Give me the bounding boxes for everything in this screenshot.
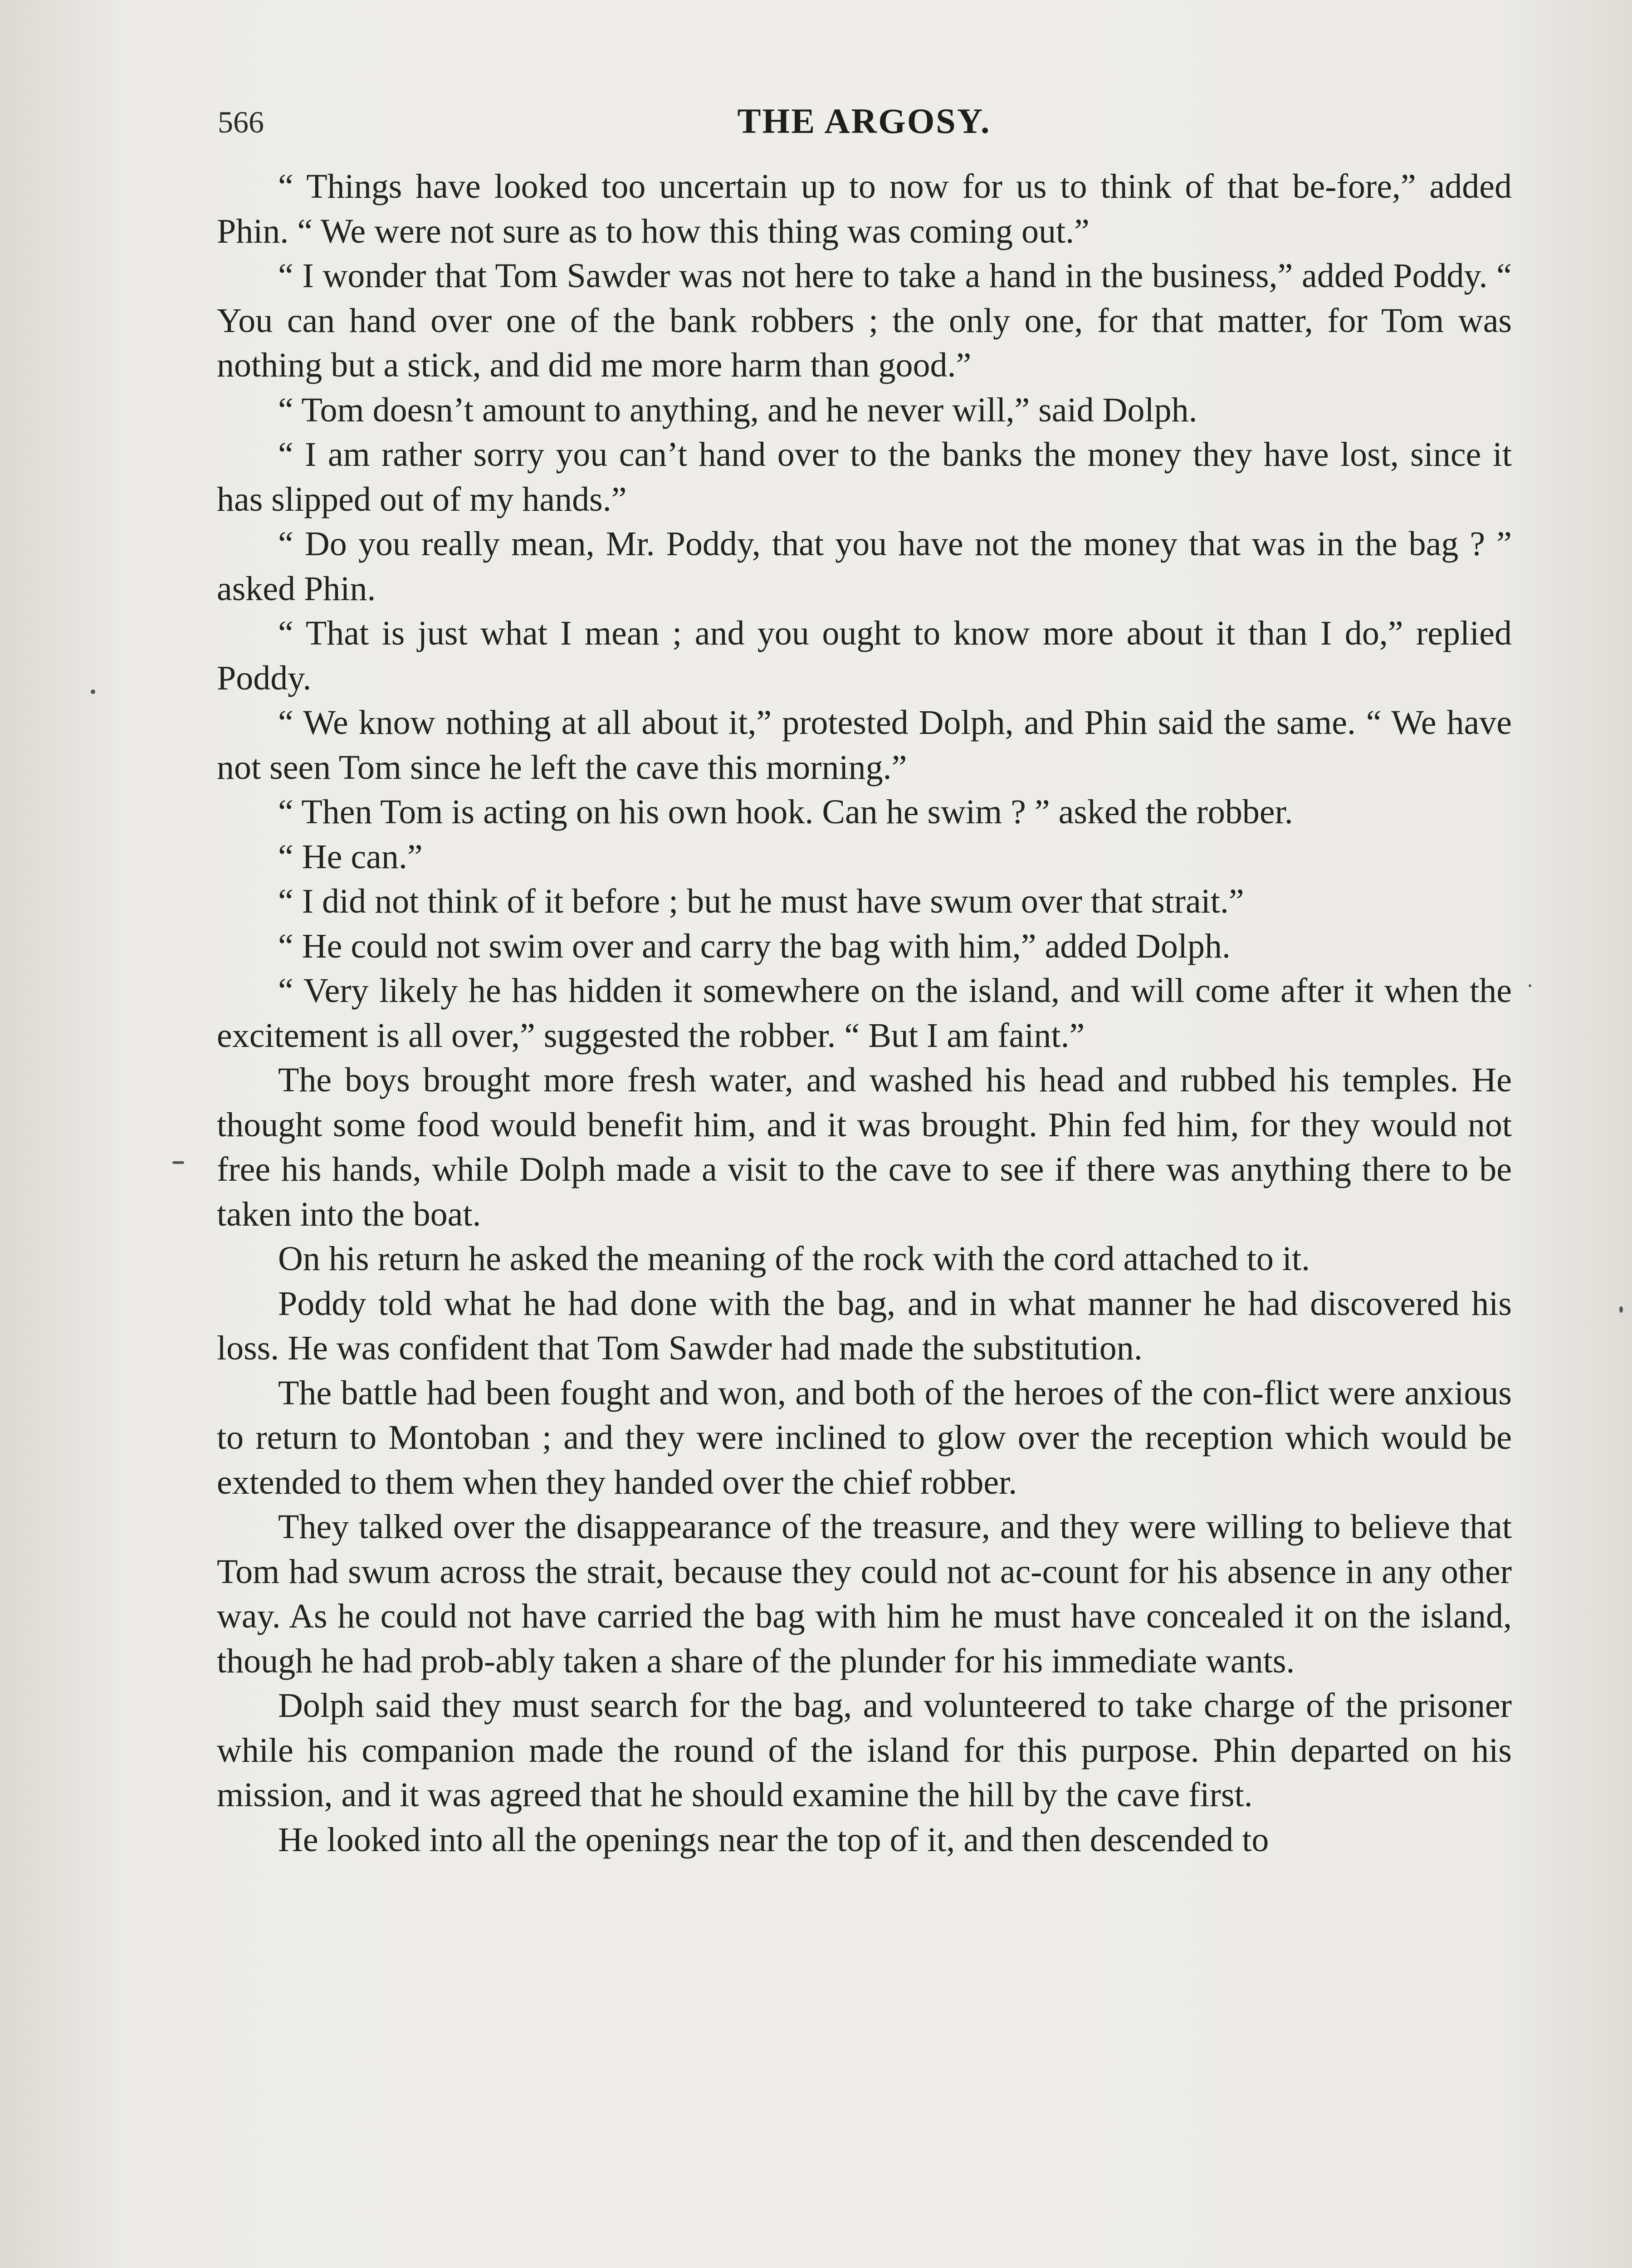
page-number: 566 — [218, 105, 264, 139]
paper-speck — [1529, 984, 1531, 987]
paper-speck — [1619, 1306, 1623, 1313]
paragraph: “ I am rather sorry you can’t hand over to the banks the money they have lost, since it has slipped out of my hands.” — [217, 435, 1512, 518]
paragraph: The battle had been fought and won, and both of the heroes of the con-flict were anxious to return to Montoban ; and they were inclined to glow over the reception which would be extended to them when they handed over the chief robber. — [217, 1374, 1512, 1501]
page-header — [218, 101, 1510, 146]
running-title: THE ARGOSY. — [737, 101, 991, 141]
paragraph: “ Things have looked too uncertain up to now for us to think of that be-fore,” added Phin. “ We were not sure as to how this thing was coming out.” — [217, 167, 1512, 250]
paragraph: Poddy told what he had done with the bag, and in what manner he had discovered his loss. He was confident that Tom Sawder had made the substitution. — [217, 1284, 1512, 1367]
paper-speck — [172, 1161, 184, 1164]
paragraph: “ He can.” — [278, 837, 423, 876]
paragraph: “ Very likely he has hidden it somewhere on the island, and will come after it when the excitement is all over,” suggested the robber. “ But I am faint.” — [217, 972, 1512, 1055]
paragraph: “ Tom doesn’t amount to anything, and he never will,” said Dolph. — [278, 391, 1197, 429]
paragraph: They talked over the disappearance of the treasure, and they were willing to believe that Tom had swum across the strait, because they could not ac-count for his absence in any other way. As he could not have carried the bag with him he must have concealed it on the island, though he had prob-ably taken a share of the plunder for his immediate wants. — [217, 1508, 1512, 1680]
body-text — [217, 164, 1512, 1862]
paragraph: On his return he asked the meaning of the rock with the cord attached to it. — [278, 1240, 1310, 1278]
paragraph: “ I wonder that Tom Sawder was not here to take a hand in the business,” added Poddy. “ You can hand over one of the bank robbers ; the only one, for that matter, for Tom was nothing but a stick, and did me more harm than good.” — [217, 257, 1512, 384]
paragraph: “ Then Tom is acting on his own hook. Can he swim ? ” asked the robber. — [278, 793, 1293, 831]
paragraph: The boys brought more fresh water, and washed his head and rubbed his temples. He thought some food would benefit him, and it was brought. Phin fed him, for they would not free his hands, while Dolph made a visit to the cave to see if there was anything there to be taken into the boat. — [217, 1061, 1512, 1233]
paragraph: “ Do you really mean, Mr. Poddy, that you have not the money that was in the bag ? ” asked Phin. — [217, 525, 1512, 608]
paragraph: He looked into all the openings near the top of it, and then descended to — [278, 1820, 1269, 1859]
paragraph: “ We know nothing at all about it,” protested Dolph, and Phin said the same. “ We have not seen Tom since he left the cave this morning.” — [217, 704, 1512, 787]
paper-speck — [91, 689, 95, 694]
paragraph: “ He could not swim over and carry the bag with him,” added Dolph. — [278, 927, 1231, 965]
paragraph: “ I did not think of it before ; but he must have swum over that strait.” — [278, 882, 1244, 920]
paragraph: “ That is just what I mean ; and you ought to know more about it than I do,” replied Poddy. — [217, 614, 1512, 697]
paragraph: Dolph said they must search for the bag, and volunteered to take charge of the prisoner while his companion made the round of the island for this purpose. Phin departed on his mission, and it was agreed that he should examine the hill by the cave first. — [217, 1686, 1512, 1814]
